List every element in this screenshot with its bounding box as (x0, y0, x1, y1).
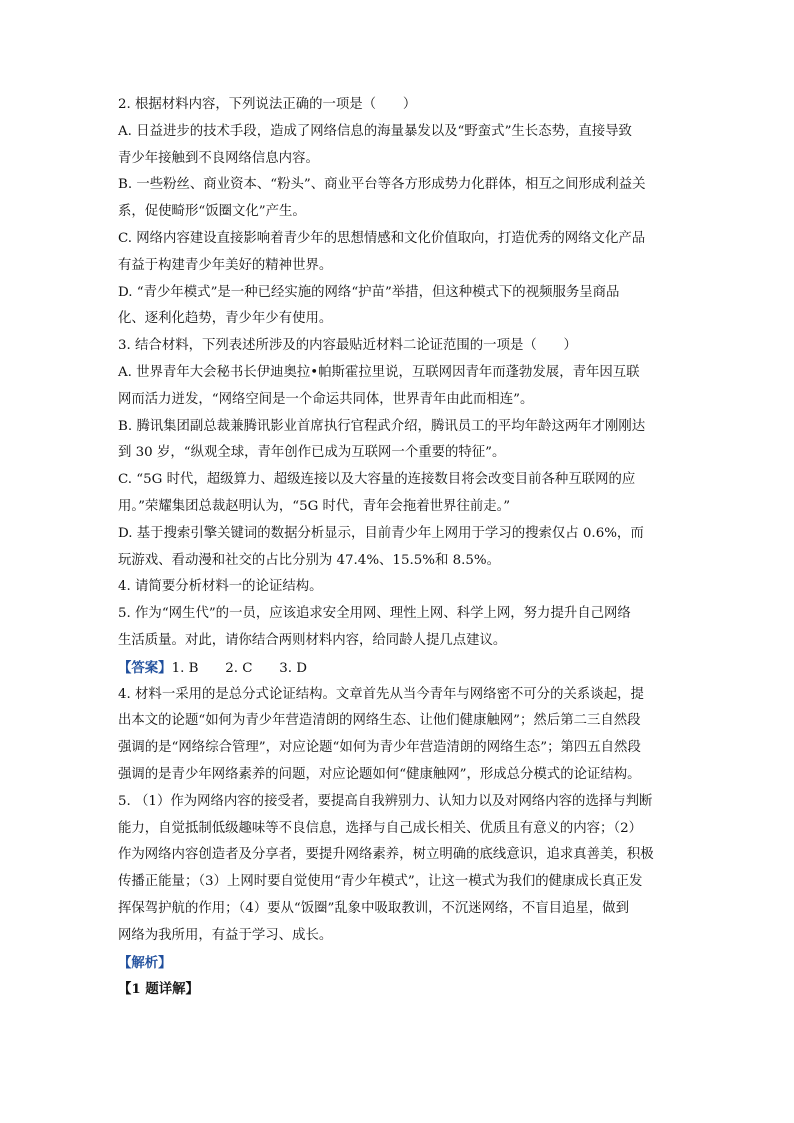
explanation-4-line-2: 出本文的论题“如何为青少年营造清朗的网络生态、让他们健康触网”；然后第二三自然段 (118, 713, 641, 729)
explanation-5-line-5: 挥保驾护航的作用；（4）要从“饭圈”乱象中吸取教训，不沉迷网络，不盲目追星，做到 (118, 900, 629, 916)
question-4-stem: 4. 请简要分析材料一的论证结构。 (118, 579, 323, 595)
analysis-label: 【解析】 (118, 954, 172, 971)
question-2-option-c: C. 网络内容建设直接影响着青少年的思想情感和文化价值取向，打造优秀的网络文化产品 (118, 230, 646, 246)
question-5-stem: 5. 作为“网生代”的一员，应该追求安全用网、理性上网、科学上网，努力提升自己网络 (118, 606, 631, 622)
question-2-option-d-cont: 化、逐利化趋势，青少年少有使用。 (118, 311, 333, 327)
question-3-option-a: A. 世界青年大会秘书长伊迪奥拉•帕斯霍拉里说，互联网因青年而蓬勃发展，青年因互联 (118, 364, 640, 380)
explanation-5-line-6: 网络为我所用，有益于学习、成长。 (118, 927, 333, 943)
explanation-4-line-1: 4. 材料一采用的是总分式论证结构。文章首先从当今青年与网络密不可分的关系谈起，提 (118, 686, 644, 702)
question-2-option-c-cont: 有益于构建青少年美好的精神世界。 (118, 257, 333, 273)
explanation-4-line-3: 强调的是“网络综合管理”，对应论题“如何为青少年营造清朗的网络生态”；第四五自然段 (118, 740, 641, 756)
explanation-5-line-4: 传播正能量；（3）上网时要自觉使用“青少年模式”，让这一模式为我们的健康成长真正发 (118, 874, 643, 890)
question-5-stem-cont: 生活质量。对此，请你结合两则材料内容，给同龄人提几点建议。 (118, 632, 507, 648)
question-3-stem: 3. 结合材料，下列表述所涉及的内容最贴近材料二论证范围的一项是（ ） (118, 338, 577, 354)
question-3-option-b: B. 腾讯集团副总裁兼腾讯影业首席执行官程武介绍，腾讯员工的平均年龄这两年才刚刚达 (118, 418, 646, 434)
explanation-5-line-3: 作为网络内容创造者及分享者，要提升网络素养，树立明确的底线意识，追求真善美，积极 (118, 847, 654, 863)
question-2-option-b: B. 一些粉丝、商业资本、“粉头”、商业平台等各方形成势力化群体，相互之间形成利益关 (118, 177, 646, 193)
question-3-option-c: C. “5G 时代，超级算力、超级连接以及大容量的连接数目将会改变目前各种互联网的应 (118, 472, 636, 488)
question-2-option-a: A. 日益进步的技术手段，造成了网络信息的海量暴发以及“野蛮式”生长态势，直接导致 (118, 123, 632, 139)
answer-label: 【答案】 (118, 659, 172, 676)
question-2-option-b-cont: 系，促使畸形“饭圈文化”产生。 (118, 204, 306, 220)
question-3-option-d-cont: 玩游戏、看动漫和社交的占比分别为 47.4%、15.5%和 8.5%。 (118, 552, 501, 568)
question-3-option-a-cont: 网而活力迸发，“网络空间是一个命运共同体，世界青年由此而相连”。 (118, 391, 534, 407)
explanation-5-line-2: 能力，自觉抵制低级趣味等不良信息，选择与自己成长相关、优质且有意义的内容；（2） (118, 820, 643, 836)
question-2-option-a-cont: 青少年接触到不良网络信息内容。 (118, 150, 319, 166)
question-2-option-d: D. “青少年模式”是一种已经实施的网络“护苗”举措，但这种模式下的视频服务呈商品 (118, 284, 620, 300)
analysis-heading (118, 950, 678, 977)
question-3-option-c-cont: 用。”荣耀集团总裁赵明认为，“5G 时代，青年会拖着世界往前走。” (118, 498, 511, 514)
detail-heading: 【1 题详解】 (118, 981, 199, 998)
document-content (118, 92, 678, 1003)
question-3-option-b-cont: 到 30 岁，“纵观全球，青年创作已成为互联网一个重要的特征”。 (118, 445, 506, 461)
question-3-option-d: D. 基于搜索引擎关键词的数据分析显示，目前青少年上网用于学习的搜索仅占 0.6%，而 (118, 525, 644, 541)
answer-line (118, 655, 678, 682)
question-2-stem: 2. 根据材料内容，下列说法正确的一项是（ ） (118, 97, 417, 112)
explanation-4-line-4: 强调的是青少年网络素养的问题，对应论题如何“健康触网”，形成总分模式的论证结构。 (118, 766, 641, 782)
explanation-5-line-1: 5. （1）作为网络内容的接受者，要提高自我辨别力、认知力以及对网络内容的选择与判断 (118, 793, 653, 809)
answer-text: 1. B 2. C 3. D (171, 660, 308, 676)
